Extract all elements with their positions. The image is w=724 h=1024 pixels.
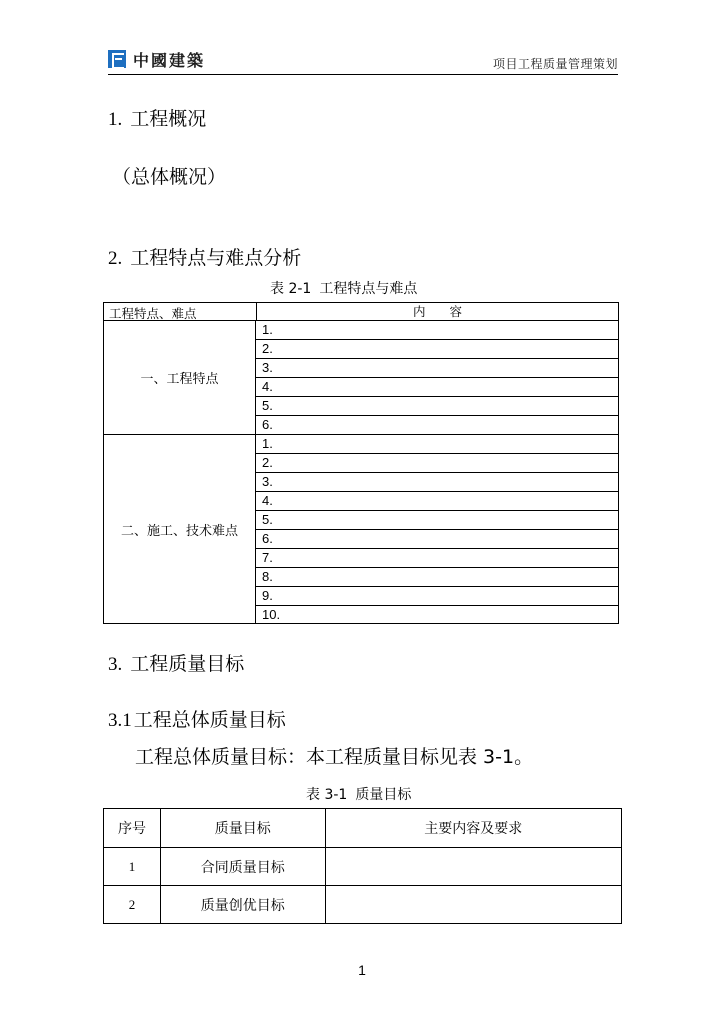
heading-3: [108, 649, 244, 676]
table-2-1-caption-title: 工程特点与难点: [319, 281, 418, 297]
header-content: 内容: [256, 303, 618, 321]
table-row: 5.: [256, 397, 618, 416]
company-logo: [108, 49, 205, 69]
group-difficulties: [104, 435, 618, 623]
row-serial: 2: [104, 886, 161, 924]
heading-1-number: 1.: [108, 109, 123, 130]
heading-1-title: 工程概况: [130, 108, 207, 130]
table-row: 10.: [262, 607, 281, 622]
heading-2-number: 2.: [108, 248, 123, 269]
document-title: 项目工程质量管理策划: [492, 57, 618, 71]
table-3-1-caption-label: 表 3-1: [306, 787, 348, 803]
page-header: [108, 47, 618, 75]
table-header-row: [104, 809, 622, 848]
row-target: 质量创优目标: [160, 886, 325, 924]
heading-3-number: 3.: [108, 654, 123, 675]
heading-3-1-number: 3.1: [108, 710, 132, 731]
group-label: 一、工程特点: [104, 321, 256, 434]
table-row: 3.: [256, 473, 618, 492]
row-target: 合同质量目标: [160, 848, 325, 886]
company-name: 中國建築: [133, 50, 206, 70]
table-row: 6.: [262, 417, 273, 432]
company-logo-icon: [108, 50, 126, 68]
heading-1: [108, 104, 206, 131]
quality-target-paragraph: 工程总体质量目标：本工程质量目标见表 3-1。: [135, 746, 534, 768]
table-row: 3.: [256, 359, 618, 378]
row-serial: 1: [104, 848, 161, 886]
heading-2: [108, 243, 301, 270]
heading-3-1: [108, 705, 286, 732]
table-header-row: [104, 303, 618, 321]
heading-3-title: 工程质量目标: [130, 653, 245, 675]
table-row: 8.: [256, 568, 618, 587]
page-number: 1: [358, 962, 366, 978]
heading-2-title: 工程特点与难点分析: [130, 247, 302, 269]
group-features: [104, 321, 618, 435]
header-requirements: 主要内容及要求: [325, 809, 621, 848]
table-row: 5.: [256, 511, 618, 530]
table-row: [104, 848, 622, 886]
table-row: 4.: [256, 492, 618, 511]
table-2-1-caption: [270, 278, 417, 298]
table-row: 9.: [256, 587, 618, 606]
table-row: 6.: [256, 530, 618, 549]
table-row: 7.: [256, 549, 618, 568]
header-serial: 序号: [104, 809, 161, 848]
table-row: [104, 886, 622, 924]
table-3-1-caption-title: 质量目标: [355, 787, 412, 803]
quality-target-table: [103, 808, 622, 924]
header-quality-target: 质量目标: [160, 809, 325, 848]
group-label: 二、施工、技术难点: [104, 435, 256, 623]
table-2-1-caption-label: 表 2-1: [270, 281, 312, 297]
features-difficulties-table: [103, 302, 619, 624]
table-row: 2.: [256, 454, 618, 473]
table-row: 1.: [256, 321, 618, 340]
row-content: [325, 848, 621, 886]
row-content: [325, 886, 621, 924]
table-row: 1.: [256, 435, 618, 454]
overview-placeholder: （总体概况）: [112, 166, 227, 188]
table-3-1-caption: [306, 784, 411, 804]
table-row: 4.: [256, 378, 618, 397]
table-row: 2.: [256, 340, 618, 359]
header-features-difficulties: 工程特点、难点: [109, 306, 197, 321]
heading-3-1-title: 工程总体质量目标: [133, 709, 286, 731]
